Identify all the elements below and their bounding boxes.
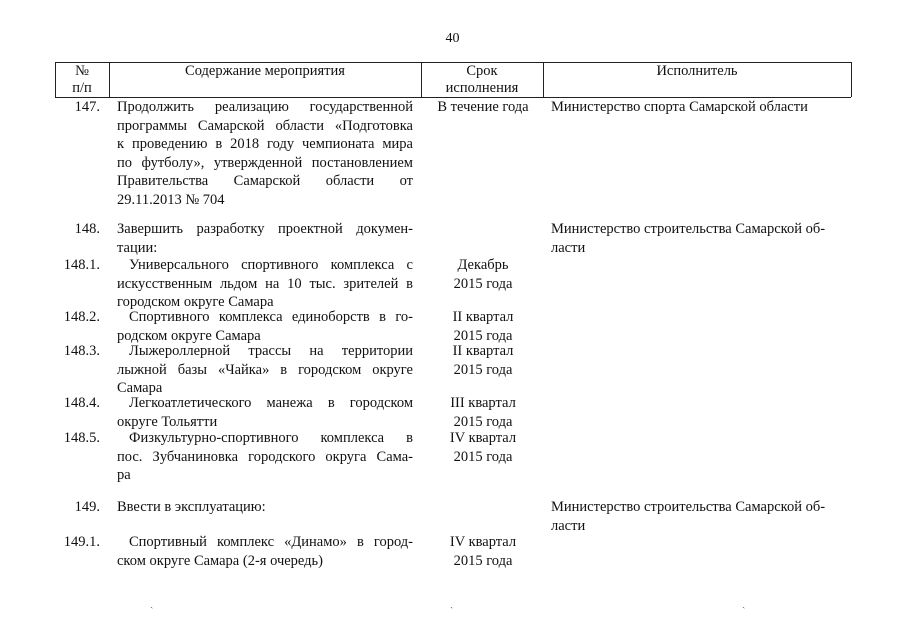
row-number: 148.3.	[63, 343, 100, 359]
row-number: 149.	[74, 499, 100, 515]
term-line: III квартал	[450, 395, 516, 411]
term-line: 2015 года	[453, 361, 513, 378]
scan-speck: ˏ	[450, 598, 454, 609]
row-executor	[551, 220, 851, 257]
term-line: IV квартал	[449, 430, 517, 446]
scan-speck: ˏ	[150, 598, 154, 609]
content-line: ра	[117, 467, 131, 484]
content-line: городском округе Самара	[117, 294, 274, 311]
table-header-divider	[851, 62, 852, 97]
content-line: округе Тольятти	[117, 413, 218, 430]
content-line: родском округе Самара	[117, 327, 261, 344]
header-col-term-line2: исполнения	[445, 80, 519, 96]
row-term	[427, 256, 539, 293]
term-line: 2015 года	[453, 448, 513, 465]
row-content	[117, 308, 413, 345]
row-content	[117, 256, 413, 312]
row-term: В течение года	[437, 99, 529, 115]
content-line: Спортивный комплекс «Динамо» в город-	[129, 534, 413, 550]
executor-line: Министерство строительства Самарской об-	[551, 221, 826, 237]
header-col-term-line1: Срок	[466, 63, 498, 79]
row-content	[117, 394, 413, 431]
content-line: пос. Зубчаниновка городского округа Сама-	[117, 448, 413, 465]
term-line: Декабрь	[457, 257, 509, 273]
row-executor: Министерство спорта Самарской области	[551, 99, 808, 115]
scan-speck: ˏ	[742, 598, 746, 609]
executor-line: Министерство строительства Самарской об-	[551, 499, 826, 515]
header-col-number-line1: №	[75, 63, 89, 79]
term-line: 2015 года	[453, 552, 513, 569]
content-line: к проведению в 2018 году чемпионата мира	[117, 136, 413, 153]
content-line: Продолжить реализацию государственной	[117, 99, 413, 115]
term-line: IV квартал	[449, 534, 517, 550]
header-col-content: Содержание мероприятия	[185, 63, 345, 79]
row-term	[427, 394, 539, 431]
term-line: 2015 года	[453, 327, 513, 344]
header-col-number-line2: п/п	[72, 80, 92, 96]
content-line: ском округе Самара (2-я очередь)	[117, 552, 323, 569]
row-term	[427, 533, 539, 570]
row-number: 148.	[74, 221, 100, 237]
content-line: Самара	[117, 380, 163, 397]
content-line: Ввести в эксплуатацию:	[117, 499, 266, 515]
row-content	[117, 533, 413, 570]
content-line: 29.11.2013 № 704	[117, 191, 225, 208]
content-line: Лыжероллерной трассы на территории	[129, 343, 413, 359]
content-line: Спортивного комплекса единоборств в го-	[129, 309, 413, 325]
row-term	[427, 342, 539, 379]
row-term	[427, 308, 539, 345]
header-col-term	[421, 63, 543, 97]
row-number: 148.5.	[63, 430, 100, 446]
row-number: 148.1.	[63, 257, 100, 273]
header-col-executor: Исполнитель	[656, 63, 738, 79]
term-line: 2015 года	[453, 275, 513, 292]
row-executor	[551, 498, 851, 535]
row-content	[117, 429, 413, 485]
term-line: II квартал	[452, 343, 514, 359]
content-line: программы Самарской области «Подготовка	[117, 117, 413, 134]
row-number: 148.4.	[63, 395, 100, 411]
row-number: 147.	[74, 99, 100, 115]
row-number: 149.1.	[63, 534, 100, 550]
row-content	[117, 342, 413, 398]
row-content	[117, 98, 413, 210]
content-line: Легкоатлетического манежа в городском	[129, 395, 413, 411]
content-line: по футболу», утвержденной постановлением	[117, 154, 413, 171]
term-line: 2015 года	[453, 413, 513, 430]
content-line: Завершить разработку проектной докумен-	[117, 221, 413, 237]
row-number: 148.2.	[63, 309, 100, 325]
executor-line: ласти	[551, 517, 586, 534]
row-term	[427, 429, 539, 466]
content-line: лыжной базы «Чайка» в городском округе	[117, 361, 413, 378]
executor-line: ласти	[551, 239, 586, 256]
header-col-number	[55, 63, 109, 97]
term-line: II квартал	[452, 309, 514, 325]
content-line: Физкультурно-спортивного комплекса в	[129, 430, 413, 446]
content-line: Правительства Самарской области от	[117, 173, 413, 190]
row-content	[117, 498, 413, 517]
content-line: Универсального спортивного комплекса с	[129, 257, 413, 273]
row-content	[117, 220, 413, 257]
content-line: искусственным льдом на 10 тыс. зрителей в	[117, 275, 413, 292]
content-line: тации:	[117, 239, 158, 256]
page-number: 40	[445, 31, 460, 46]
